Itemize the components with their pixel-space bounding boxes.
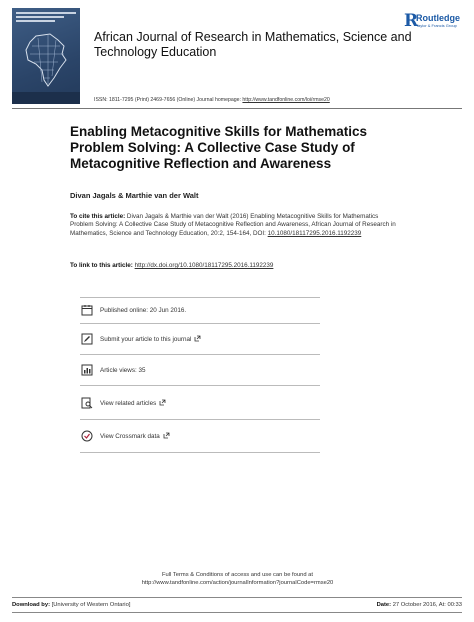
info-divider [80, 354, 320, 355]
doi-link[interactable]: 10.1080/18117295.2016.1192239 [267, 229, 362, 237]
cover-footer-band [12, 92, 80, 104]
article-title-line-1: Enabling Metacognitive Skills for Mathematics [70, 124, 368, 139]
issn-text: ISSN: 1811-7295 (Print) 2469-7656 (Online) Journal homepage: [94, 97, 243, 103]
calendar-icon [80, 303, 94, 317]
info-divider [80, 419, 320, 420]
article-url-link[interactable]: http://dx.doi.org/10.1080/18117295.2016.1192239 [134, 262, 274, 269]
downloaded-by-value: [University of Western Ontario] [50, 602, 131, 608]
journal-cover-image [12, 8, 80, 104]
related-articles-link[interactable] [100, 399, 166, 408]
issn-line [94, 97, 330, 103]
citation-block [70, 213, 400, 238]
link-label: To link to this article: [70, 262, 135, 269]
crossmark-icon [80, 429, 94, 443]
external-link-icon [159, 399, 166, 408]
publisher-tagline: Taylor & Francis Group [416, 23, 457, 28]
article-title [70, 124, 400, 172]
date-label: Date: [376, 602, 392, 608]
external-link-icon [163, 432, 170, 441]
downloaded-by [12, 602, 130, 608]
routledge-mark-icon: R [404, 11, 419, 31]
terms-notice [100, 571, 375, 587]
article-title-line-2: Problem Solving: A Collective Case Study of [70, 140, 355, 155]
cite-label: To cite this article: [70, 213, 126, 220]
cover-title-lines [16, 12, 76, 24]
submit-article-link[interactable] [100, 335, 201, 344]
crossmark-row[interactable] [80, 423, 320, 449]
downloaded-label: Download by: [12, 602, 50, 608]
submit-article-row[interactable] [80, 326, 320, 352]
info-divider [80, 323, 320, 324]
header-divider [12, 108, 462, 109]
date-value: 27 October 2016, At: 00:33 [391, 602, 462, 608]
journal-title [94, 30, 414, 60]
info-divider [80, 385, 320, 386]
journal-title-line-1: African Journal of Research in Mathematics, Science and [94, 30, 412, 44]
related-articles-label: View related articles [100, 399, 157, 407]
crossmark-link[interactable] [100, 432, 170, 441]
published-date: Published online: 20 Jun 2016. [100, 306, 187, 314]
bar-chart-icon [80, 363, 94, 377]
journal-homepage-link[interactable]: http://www.tandfonline.com/loi/rmse20 [242, 97, 330, 103]
terms-url-link[interactable]: http://www.tandfonline.com/action/journalInformation?journalCode=rmse20 [141, 580, 334, 586]
download-info-bar [12, 597, 462, 613]
article-views-count: Article views: 35 [100, 366, 146, 374]
journal-title-line-2: Technology Education [94, 45, 217, 59]
crossmark-label: View Crossmark data [100, 432, 160, 440]
africa-map-icon [22, 32, 70, 88]
submit-article-label: Submit your article to this journal [100, 335, 192, 343]
info-divider [80, 452, 320, 453]
pencil-icon [80, 332, 94, 346]
published-row [80, 297, 320, 323]
download-date [377, 602, 462, 608]
article-title-line-3: Metacognitive Reflection and Awareness [70, 156, 332, 171]
external-link-icon [194, 335, 201, 344]
routledge-logo[interactable] [404, 12, 466, 32]
article-link-line [70, 262, 273, 269]
article-authors: Divan Jagals & Marthie van der Walt [70, 191, 199, 200]
document-search-icon [80, 396, 94, 410]
cite-text: Divan Jagals & Marthie van der Walt (2016) Enabling Metacognitive Skills for Mathematics Problem Solving: A Collective Case Study of Metacognitive Reflection and Awareness, African Journal of Research in Mathematics, Science and Technology Education, 20:2, 154-164, DOI: [70, 213, 396, 237]
article-views-row [80, 357, 320, 383]
publisher-name: Routledge [416, 13, 460, 23]
related-articles-row[interactable] [80, 390, 320, 416]
terms-line-1: Full Terms & Conditions of access and use can be found at [161, 572, 314, 578]
